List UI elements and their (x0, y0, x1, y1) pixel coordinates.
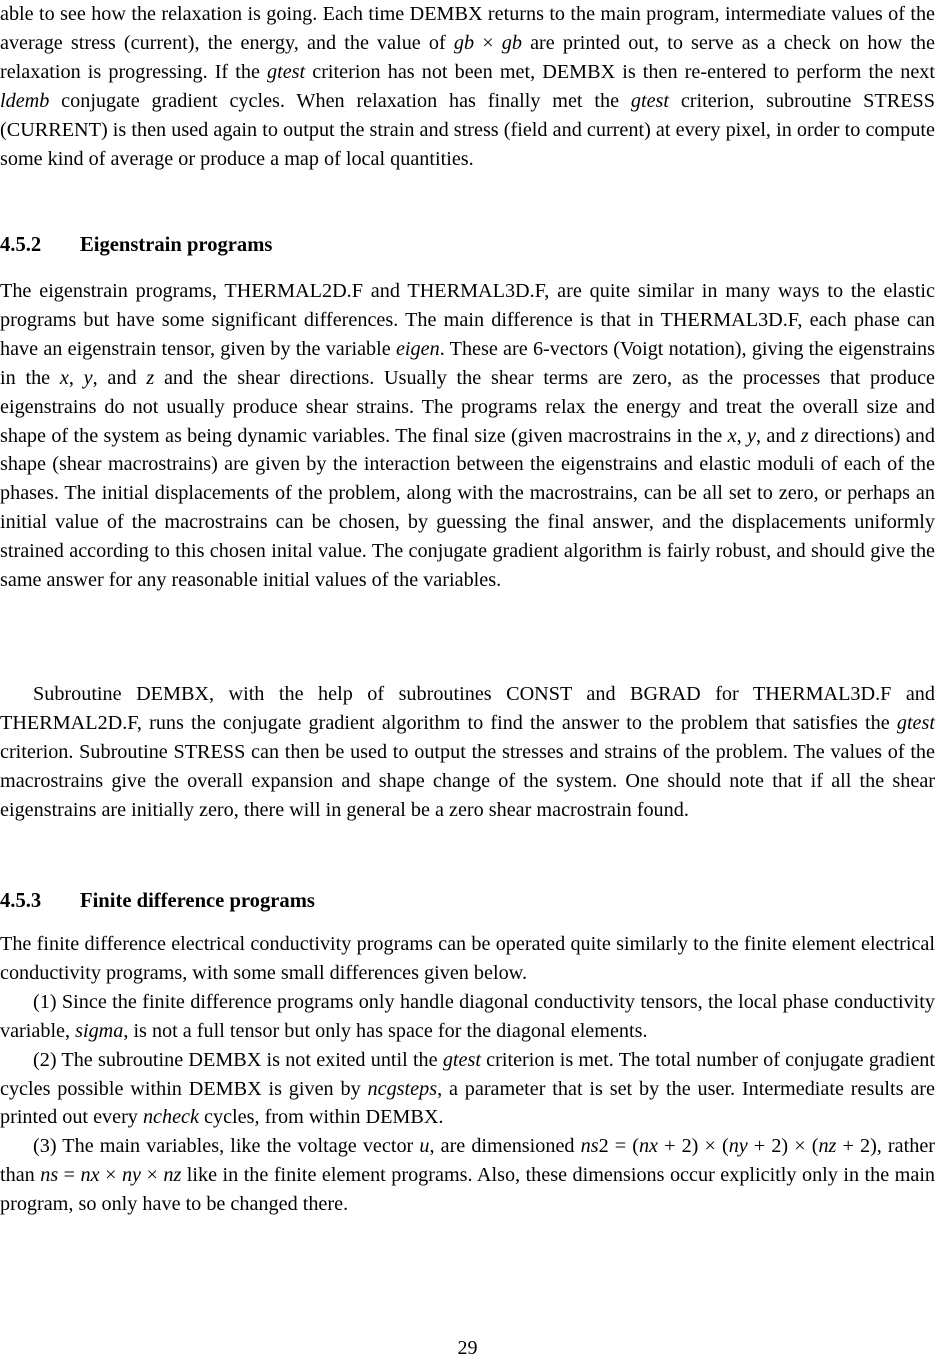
fd-paragraph-item-1: (1) Since the finite difference programs only handle diagonal conductivity tensors, the local phase conductivity variable, sigma, is not a full tensor but only has space for the diagonal elements. (0, 990, 935, 1042)
eigenstrain-paragraph-1: The eigenstrain programs, THERMAL2D.F and THERMAL3D.F, are quite similar in many ways to the elastic programs but have some significant differences. The main difference is that in THERMAL3D.F, each phase can have an eigenstrain tensor, given by the variable eigen. These are 6-vectors (Voigt notation), giving the eigenstrains in the x, y, and z and the shear directions. Usually the shear terms are zero, as the processes that produce eigenstrains do not usually produce shear strains. The programs relax the energy and treat the overall size and shape of the system as being dynamic variables. The final size (given macrostrains in the x, y, and z directions) and shape (shear macrostrains) are given by the interaction between the eigenstrains and elastic moduli of each of the phases. The initial displacements of the problem, along with the macrostrains, can be all set to zero, or perhaps an initial value of the macrostrains can be chosen, by guessing the final answer, and the displacements uniformly strained according to this chosen inital value. The conjugate gradient algorithm is fairly robust, and should give the same answer for any reasonable initial values of the variables. (0, 280, 935, 592)
fd-paragraph-item-2: (2) The subroutine DEMBX is not exited until the gtest criterion is met. The total number of conjugate gradient cycles possible within DEMBX is given by ncgsteps, a parameter that is set by the user. Intermediate results are printed out every ncheck cycles, from within DEMBX. (0, 1048, 935, 1129)
section-title: Finite difference programs (80, 890, 315, 912)
section-title: Eigenstrain programs (80, 234, 273, 256)
section-number: 4.5.3 (0, 890, 42, 912)
page-number: 29 (457, 1337, 478, 1359)
finite-difference-body (0, 930, 935, 1219)
section-number: 4.5.2 (0, 234, 42, 256)
section-heading-eigenstrain (0, 231, 272, 259)
fd-paragraph-intro: The finite difference electrical conductivity programs can be operated quite similarly to the finite element electrical conductivity programs, with some small differences given below. (0, 933, 935, 984)
eigenstrain-paragraph-2: Subroutine DEMBX, with the help of subroutines CONST and BGRAD for THERMAL3D.F and THERMAL2D.F, runs the conjugate gradient algorithm to find the answer to the problem that satisfies the gtest criterion. Subroutine STRESS can then be used to output the stresses and strains of the problem. The values of the macrostrains give the overall expansion and shape change of the system. One should note that if all the shear eigenstrains are initially zero, there will in general be a zero shear macrostrain found. (0, 683, 935, 821)
section-heading-finite-difference (0, 887, 315, 915)
fd-paragraph-item-3: (3) The main variables, like the voltage vector u, are dimensioned ns2 = (nx + 2) × (ny + 2) × (nz + 2), rather than ns = nx × ny × nz like in the finite element programs. Also, these dimensions occur explicitly only in the main program, so only have to be changed there. (0, 1135, 935, 1216)
continuation-paragraph: able to see how the relaxation is going. Each time DEMBX returns to the main program, intermediate values of the average stress (current), the energy, and the value of gb × gb are printed out, to serve as a check on how the relaxation is progressing. If the gtest criterion has not been met, DEMBX is then re-entered to perform the next ldemb conjugate gradient cycles. When relaxation has finally met the gtest criterion, subroutine STRESS (CURRENT) is then used again to output the strain and stress (field and current) at every pixel, in order to compute some kind of average or produce a map of local quantities. (0, 3, 935, 170)
